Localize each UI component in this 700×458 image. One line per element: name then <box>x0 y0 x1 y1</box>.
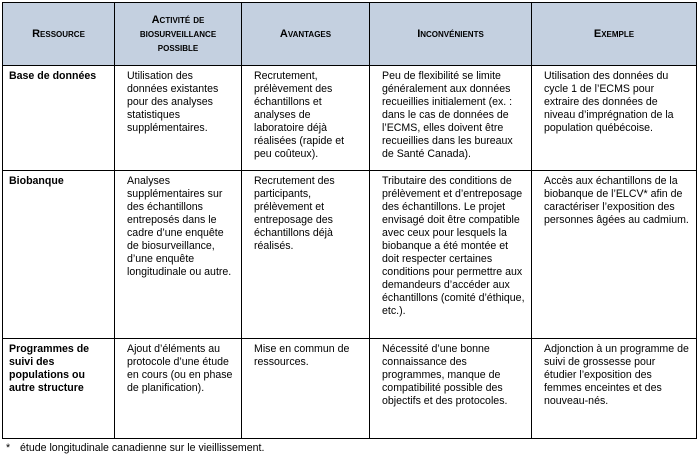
row-example <box>532 66 697 171</box>
row-resource <box>3 171 115 339</box>
row-resource <box>3 339 115 439</box>
table-row <box>3 339 697 439</box>
cell-text: Accès aux échantillons de la biobanque de l’ELCV* afin de caractériser l’exposition des personnes âgées au cadmium. <box>544 175 689 226</box>
cell-text: Mise en commun de ressources. <box>254 343 350 368</box>
table-row <box>3 171 697 339</box>
row-drawbacks <box>370 171 532 339</box>
row-drawbacks <box>370 66 532 171</box>
row-advantages <box>242 171 370 339</box>
cell-text: Peu de flexibilité se limite généralement aux données recueillies initialement (ex. : dans le cas de données de l’ECMS, elles doivent être recueillies dans les bureaux de Santé Canada). <box>382 70 513 160</box>
cell-text: Base de données <box>9 70 97 82</box>
cell-text: Programmes de suivi des populations ou autre structure <box>9 343 90 394</box>
cell-text: Recrutement des participants, prélèvement et entreposage des échantillons déjà réalisés. <box>254 175 335 252</box>
row-drawbacks <box>370 339 532 439</box>
row-activity <box>115 171 242 339</box>
resources-table <box>2 2 697 439</box>
cell-text: Analyses supplémentaires sur des échantillons entreposés dans le cadre d’une enquête de biosurveillance, d’une enquête longitudinale ou autre. <box>127 175 232 278</box>
row-activity <box>115 66 242 171</box>
table-row <box>3 66 697 171</box>
footnote-text: étude longitudinale canadienne sur le vieillissement. <box>20 442 265 454</box>
footnote-marker: * <box>6 442 11 454</box>
row-advantages <box>242 339 370 439</box>
header-avantages: Avantages <box>242 3 370 66</box>
footnote <box>6 442 264 455</box>
cell-text: Utilisation des données existantes pour des analyses statistiques supplémentaires. <box>127 70 219 134</box>
cell-text: Recrutement, prélèvement des échantillons et analyses de laboratoire déjà réalisées (rapide et peu coûteux). <box>254 70 345 160</box>
header-exemple: Exemple <box>532 3 697 66</box>
row-activity <box>115 339 242 439</box>
cell-text: Tributaire des conditions de prélèvement et d’entreposage des échantillons. Le projet envisagé doit être compatible avec ceux pour lesquels la biobanque a été montée et doit respecter certaines conditions pour permettre aux demandeurs d’accéder aux échantillons (comité d’éthique, etc.). <box>382 175 525 317</box>
cell-text: Utilisation des données du cycle 1 de l’ECMS pour extraire des données de niveau d’imprégnation de la population québécoise. <box>544 70 674 134</box>
row-example <box>532 171 697 339</box>
header-ressource: Ressource <box>3 3 115 66</box>
row-advantages <box>242 66 370 171</box>
row-resource <box>3 66 115 171</box>
cell-text: Ajout d’éléments au protocole d’une étude en cours (ou en phase de planification). <box>127 343 233 394</box>
cell-text: Nécessité d’une bonne connaissance des programmes, manque de compatibilité possible des objectifs et des protocoles. <box>382 343 508 407</box>
header-inconvenients: Inconvénients <box>370 3 532 66</box>
table-header-row <box>3 3 697 66</box>
header-activite: Activité de biosurveillance possible <box>115 3 242 66</box>
cell-text: Adjonction à un programme de suivi de grossesse pour étudier l’exposition des femmes enceintes et des nouveau-nés. <box>544 343 689 407</box>
row-example <box>532 339 697 439</box>
cell-text: Biobanque <box>9 175 64 187</box>
